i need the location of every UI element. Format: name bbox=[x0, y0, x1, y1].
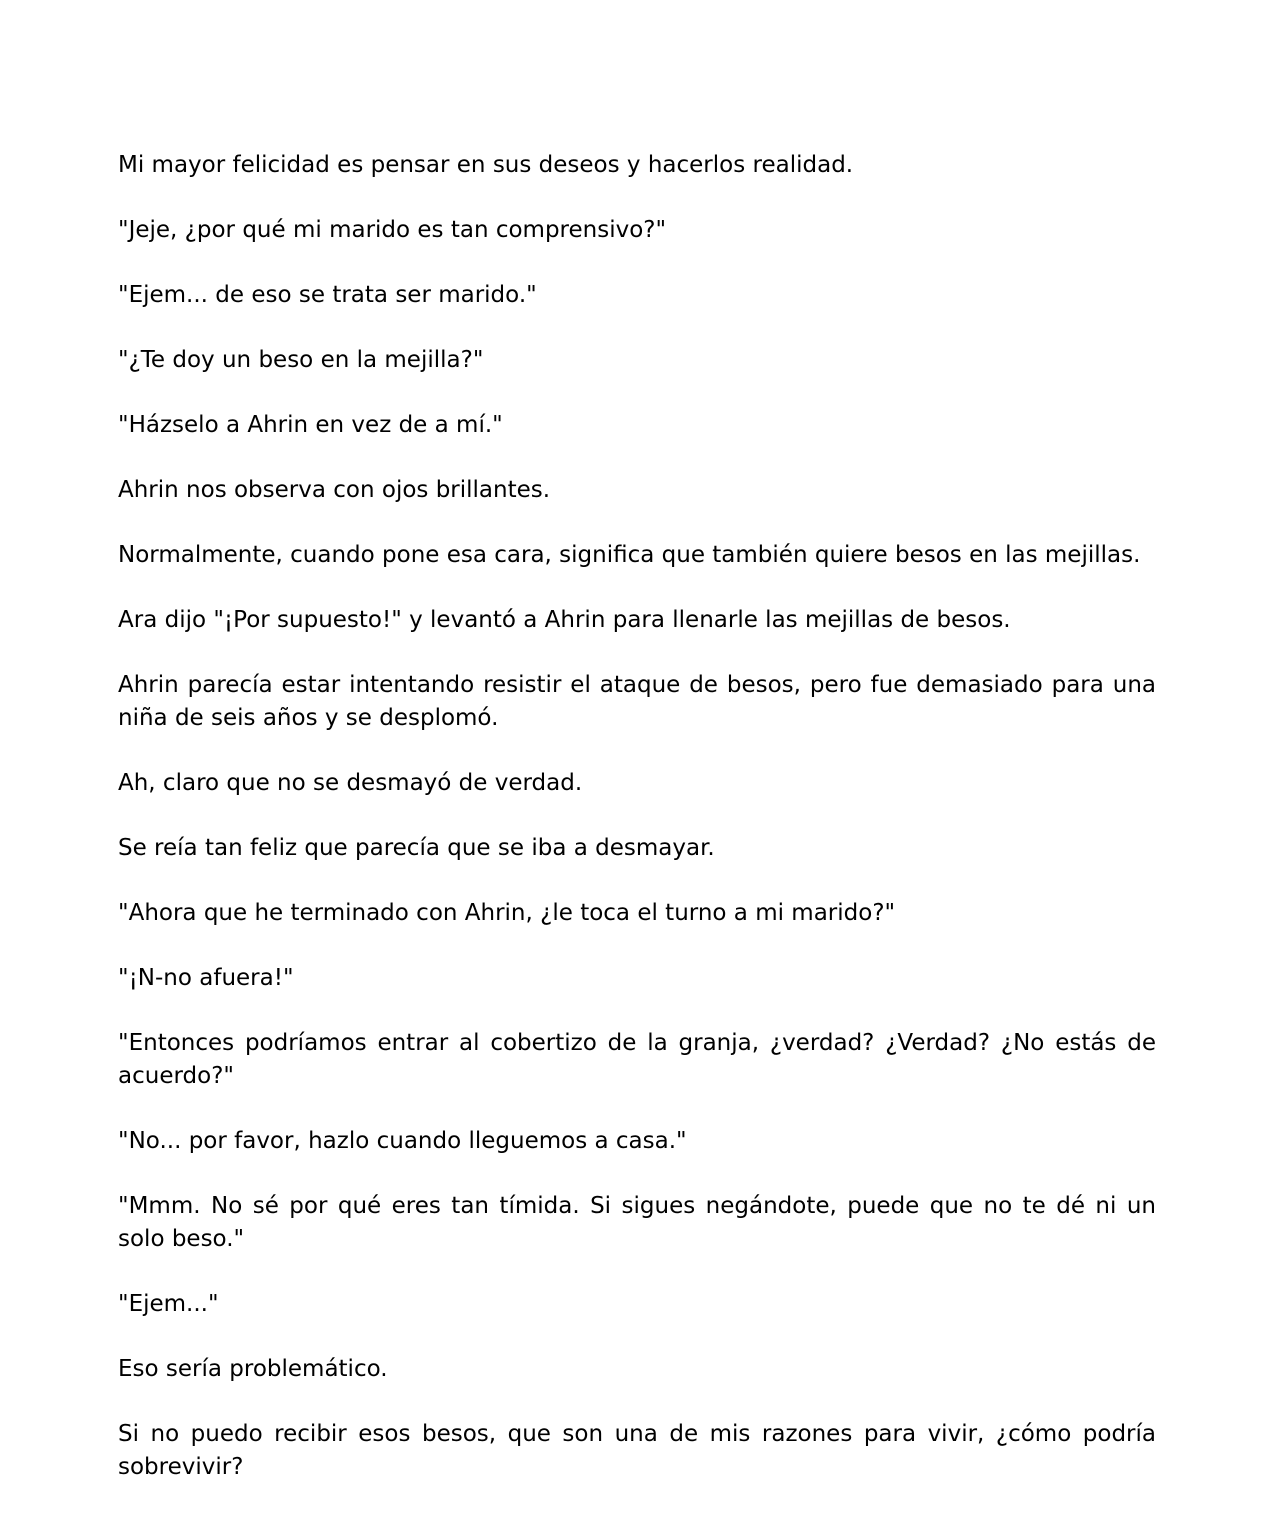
paragraph: "Ejem..." bbox=[118, 1291, 219, 1317]
paragraph: Eso sería problemático. bbox=[118, 1356, 388, 1382]
paragraph: Ah, claro que no se desmayó de verdad. bbox=[118, 770, 583, 796]
paragraph: "Ejem... de eso se trata ser marido." bbox=[118, 282, 537, 308]
paragraph: Normalmente, cuando pone esa cara, significa que también quiere besos en las mejillas. bbox=[118, 542, 1141, 568]
paragraph: Mi mayor felicidad es pensar en sus deseos y hacerlos realidad. bbox=[118, 152, 854, 178]
text-body bbox=[118, 149, 1156, 1515]
paragraph: "Jeje, ¿por qué mi marido es tan comprensivo?" bbox=[118, 217, 667, 243]
paragraph: "Ahora que he terminado con Ahrin, ¿le toca el turno a mi marido?" bbox=[118, 900, 896, 926]
paragraph: Ahrin nos observa con ojos brillantes. bbox=[118, 477, 551, 503]
paragraph: "Mmm. No sé por qué eres tan tímida. Si sigues negándote, puede que no te dé ni un solo beso." bbox=[118, 1193, 1156, 1252]
paragraph: Ara dijo "¡Por supuesto!" y levantó a Ahrin para llenarle las mejillas de besos. bbox=[118, 607, 1011, 633]
paragraph: Ahrin parecía estar intentando resistir el ataque de besos, pero fue demasiado para una niña de seis años y se desplomó. bbox=[118, 672, 1156, 731]
paragraph: Se reía tan feliz que parecía que se iba a desmayar. bbox=[118, 835, 715, 861]
paragraph: "¡N-no afuera!" bbox=[118, 965, 294, 991]
paragraph: "¿Te doy un beso en la mejilla?" bbox=[118, 347, 484, 373]
paragraph: "No... por favor, hazlo cuando lleguemos a casa." bbox=[118, 1128, 687, 1154]
paragraph: "Entonces podríamos entrar al cobertizo de la granja, ¿verdad? ¿Verdad? ¿No estás de acuerdo?" bbox=[118, 1030, 1156, 1089]
paragraph: Si no puedo recibir esos besos, que son una de mis razones para vivir, ¿cómo podría sobrevivir? bbox=[118, 1421, 1156, 1480]
paragraph: "Házselo a Ahrin en vez de a mí." bbox=[118, 412, 503, 438]
